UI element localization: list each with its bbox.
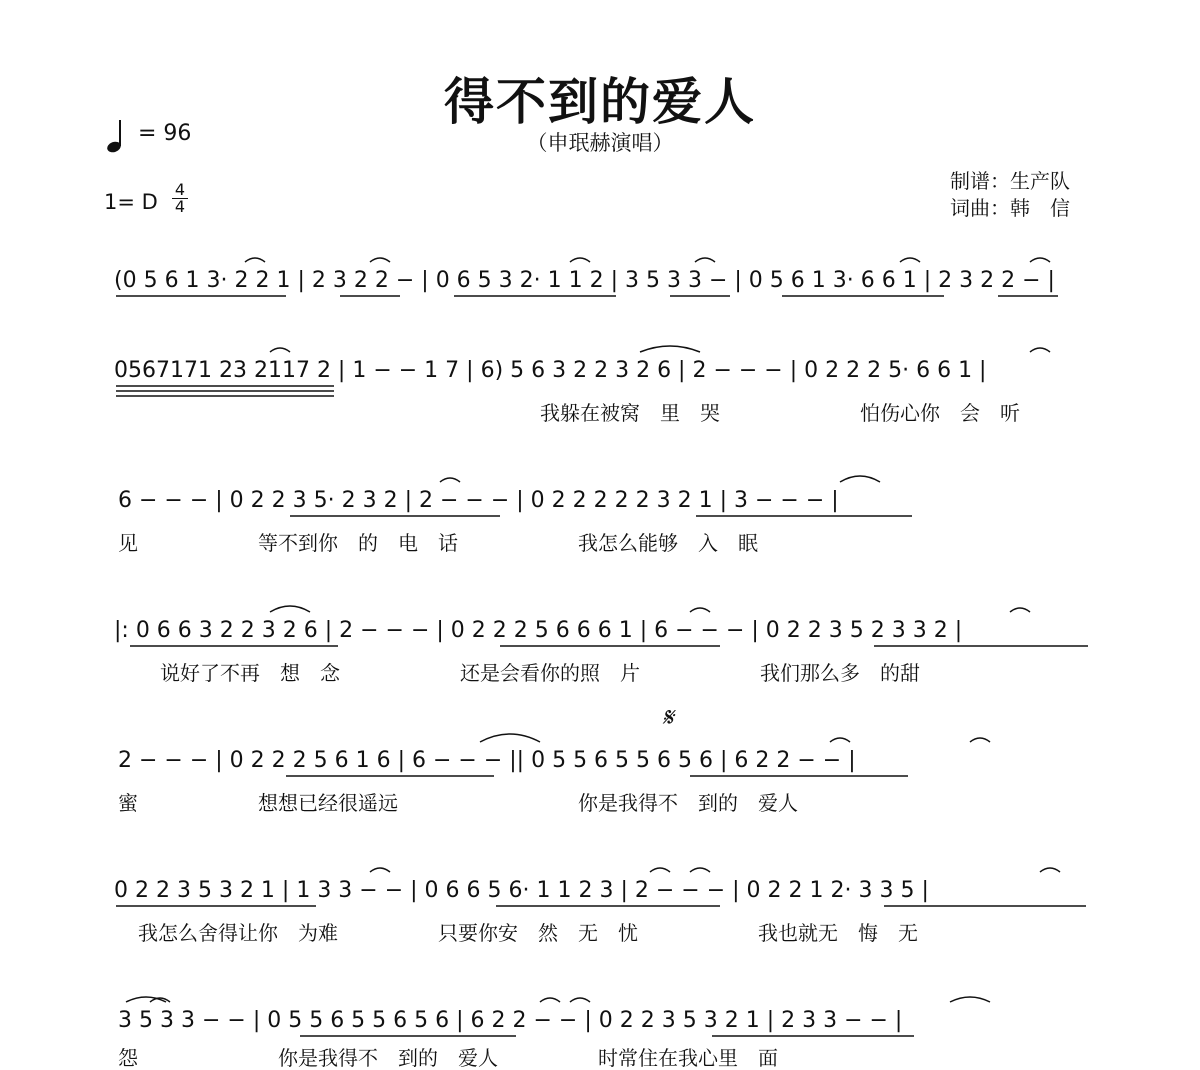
lyric-line-6: 我怎么舍得让你 为难 只要你安 然 无 忧 我也就无 悔 无 (118, 921, 918, 945)
meter-bottom: 4 (174, 197, 186, 216)
notation-line-1: (0 5 6 1 3· 2 2 1 | 2 3 2 2 − | 0 6 5 3 2· 1 1 2 | 3 5 3 3 − | 0 5 6 1 3· 6 6 1 | 2 3 2 2 − | (114, 268, 1055, 293)
lyric-line-4: 说好了不再 想 念 还是会看你的照 片 我们那么多 的甜 (140, 661, 920, 685)
segno-sign: 𝄋 (662, 703, 674, 733)
credit-arranger: 制谱：生产队 (950, 169, 1070, 193)
meter-top: 4 (174, 180, 186, 199)
notation-line-4: |: 0 6 6 3 2 2 3 2 6 | 2 − − − | 0 2 2 2 5 6 6 6 1 | 6 − − − | 0 2 2 3 5 2 3 3 2 | (114, 618, 963, 643)
notation-line-6: 0 2 2 3 5 3 2 1 | 1 3 3 − − | 0 6 6 5 6· 1 1 2 3 | 2 − − − | 0 2 2 1 2· 3 3 5 | (114, 878, 929, 903)
credit-composer: 词曲：韩 信 (950, 196, 1070, 220)
lyric-line-2: 我躲在被窝 里 哭 怕伤心你 会 听 (540, 401, 1020, 425)
lyric-line-3: 见 等不到你 的 电 话 我怎么能够 入 眠 (118, 531, 758, 555)
song-subtitle: （申珉赫演唱） (526, 131, 674, 155)
notation-line-7: 3 5 3 3 − − | 0 5 5 6 5 5 6 5 6 | 6 2 2 − − | 0 2 2 3 5 3 2 1 | 2 3 3 − − | (118, 1008, 903, 1033)
notation-line-2: 0567171 23 2117 2 | 1 − − 1 7 | 6) 5 6 3 2 2 3 2 6 | 2 − − − | 0 2 2 2 5· 6 6 1 | (114, 358, 987, 383)
key-signature: 1= D (104, 190, 158, 214)
notation-line-5: 2 − − − | 0 2 2 2 5 6 1 6 | 6 − − − || 0 5 5 6 5 5 6 5 6 | 6 2 2 − − | (118, 748, 856, 773)
lyric-line-5: 蜜 想想已经很遥远 你是我得不 到的 爱人 (118, 791, 798, 815)
tempo-marking: = 96 (138, 121, 192, 146)
song-title: 得不到的爱人 (444, 73, 756, 131)
lyric-line-7: 怨 你是我得不 到的 爱人 时常住在我心里 面 (118, 1046, 778, 1070)
notation-line-3: 6 − − − | 0 2 2 3 5· 2 3 2 | 2 − − − | 0 2 2 2 2 2 3 2 1 | 3 − − − | (118, 488, 839, 513)
